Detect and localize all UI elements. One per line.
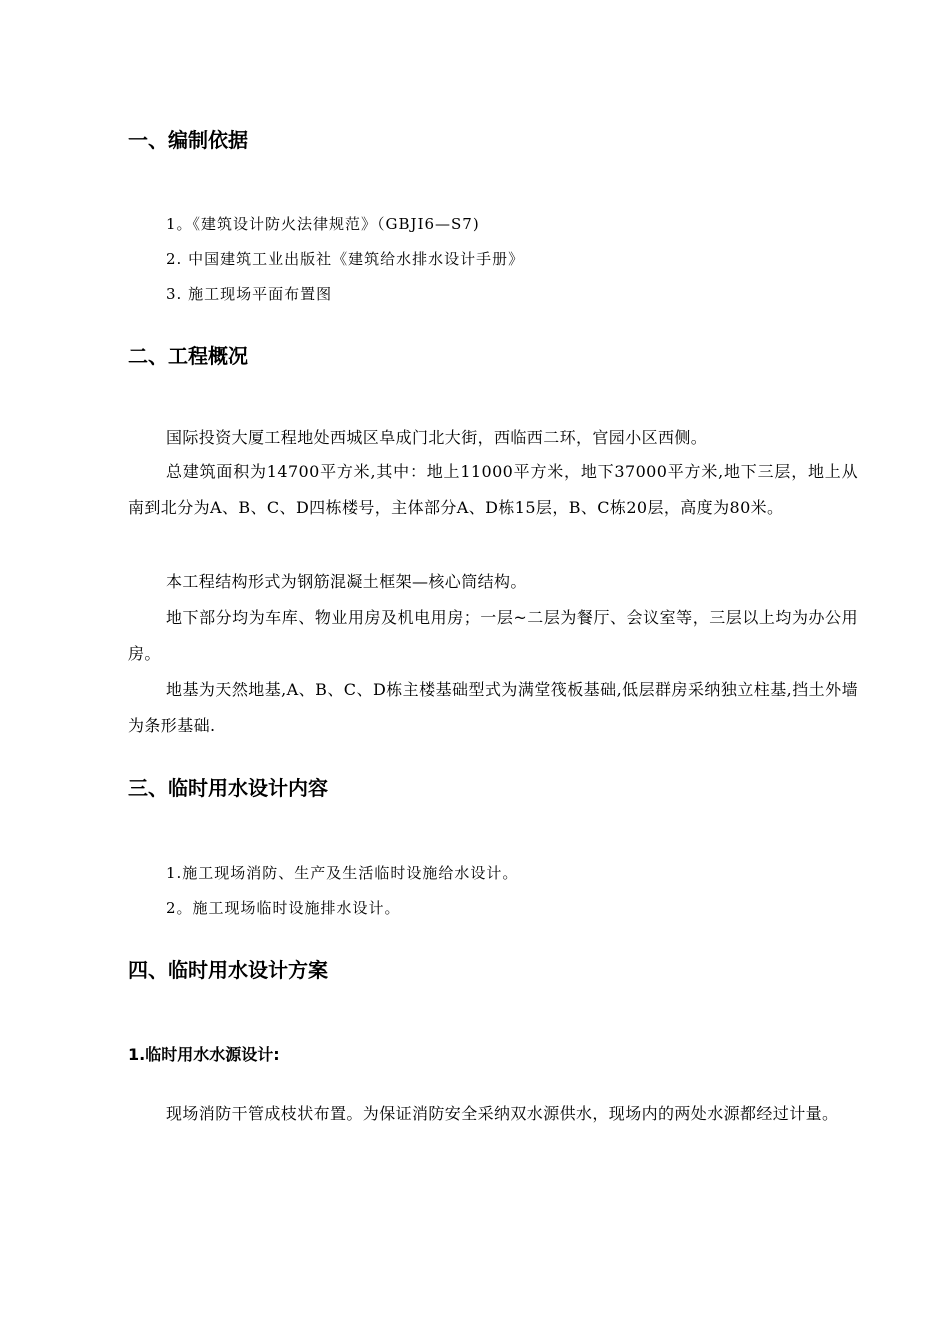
list-item: 3. 施工现场平面布置图 (166, 285, 333, 303)
list-item: 2. 中国建筑工业出版社《建筑给水排水设计手册》 (166, 250, 525, 268)
subsection-heading: 1.临时用水水源设计: (128, 1045, 280, 1064)
section-heading-design-plan: 四、临时用水设计方案 (128, 958, 328, 982)
section-heading-overview: 二、工程概况 (128, 344, 248, 368)
paragraph: 国际投资大厦工程地处西城区阜成门北大街，西临西二环，官园小区西侧。 (166, 428, 708, 447)
list-item: 2。施工现场临时设施排水设计。 (166, 899, 401, 917)
section-heading-basis: 一、编制依据 (128, 128, 248, 152)
list-item: 1。《建筑设计防火法律规范》（GBJI6—S7) (166, 215, 480, 233)
paragraph: 地基为天然地基,A、B、C、D栋主楼基础型式为满堂筏板基础,低层群房采纳独立柱基,挡土外墙为条形基础. (128, 680, 858, 735)
paragraph: 现场消防干管成枝状布置。为保证消防安全采纳双水源供水，现场内的两处水源都经过计量。 (166, 1104, 839, 1123)
paragraph: 总建筑面积为14700平方米,其中：地上11000平方米，地下37000平方米,地下三层，地上从南到北分为A、B、C、D四栋楼号，主体部分A、D栋15层，B、C栋20层，高度为80米。 (128, 462, 858, 517)
list-item: 1.施工现场消防、生产及生活临时设施给水设计。 (166, 864, 519, 882)
paragraph: 地下部分均为车库、物业用房及机电用房；一层~二层为餐厅、会议室等，三层以上均为办公用房。 (128, 608, 858, 663)
section-heading-design-content: 三、临时用水设计内容 (128, 776, 328, 800)
paragraph: 本工程结构形式为钢筋混凝土框架—核心筒结构。 (166, 572, 527, 591)
